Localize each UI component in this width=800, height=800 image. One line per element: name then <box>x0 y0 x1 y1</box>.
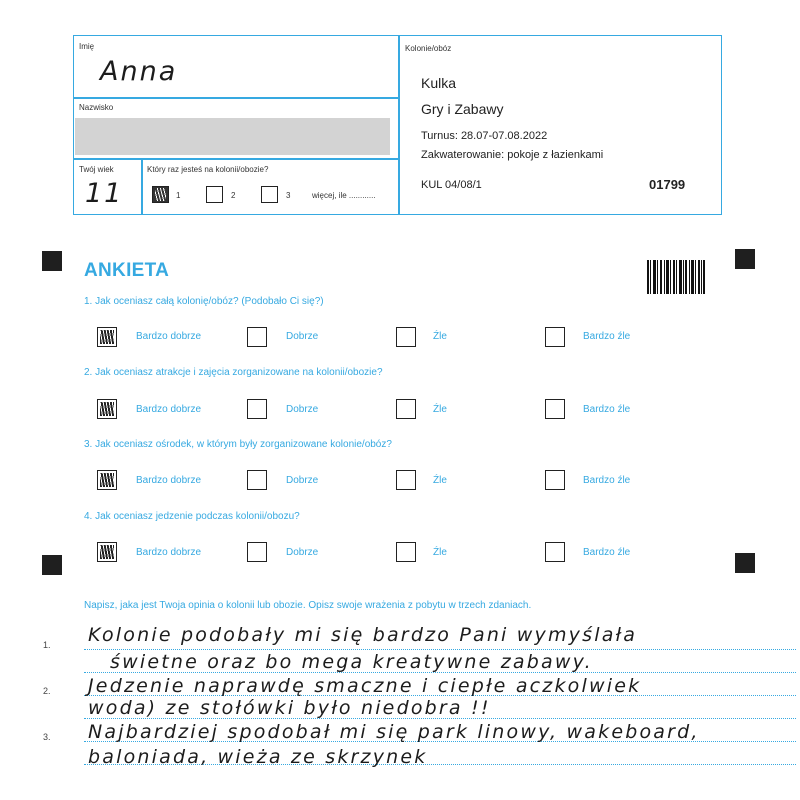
q2-option-very-bad-checkbox[interactable] <box>545 399 565 419</box>
q1-option-good-checkbox[interactable] <box>247 327 267 347</box>
accommodation: Zakwaterowanie: pokoje z łazienkami <box>421 149 604 161</box>
q1-option-very-good-checkbox[interactable] <box>97 327 117 347</box>
q1-option-bad-checkbox[interactable] <box>396 327 416 347</box>
q4-option-good-label: Dobrze <box>286 547 319 558</box>
question-3: 3. Jak oceniasz ośrodek, w którym były zorganizowane kolonie/obóz? <box>84 439 392 450</box>
sentence-number-1: 1. <box>43 640 51 650</box>
q1-option-good-label: Dobrze <box>286 331 319 342</box>
registration-marker <box>42 251 62 271</box>
q3-option-bad-checkbox[interactable] <box>396 470 416 490</box>
name-label: Imię <box>79 42 95 51</box>
header-divider-surname <box>73 158 399 160</box>
handwritten-line-6: baloniada, wieża ze skrzynek <box>88 746 428 768</box>
handwritten-line-3: Jedzenie naprawdę smaczne i ciepłe aczkolwiek <box>88 675 642 697</box>
question-1: 1. Jak oceniasz całą kolonię/obóz? (Podobało Ci się?) <box>84 296 324 307</box>
handwritten-line-5: Najbardziej spodobał mi się park linowy, wakeboard, <box>88 721 700 743</box>
q4-option-very-good-label: Bardzo dobrze <box>136 547 202 558</box>
q2-option-very-good-label: Bardzo dobrze <box>136 404 202 415</box>
camp-label: Kolonie/obóz <box>405 44 452 53</box>
q4-option-very-bad-label: Bardzo źle <box>583 547 631 558</box>
camp-program: Gry i Zabawy <box>421 101 504 117</box>
turnus: Turnus: 28.07-07.08.2022 <box>421 130 548 142</box>
handwritten-line-4: woda) ze stołówki było niedobra !! <box>88 697 491 719</box>
q4-option-good-checkbox[interactable] <box>247 542 267 562</box>
handwritten-line-1: Kolonie podobały mi się bardzo Pani wymyślała <box>88 624 638 646</box>
q2-option-very-good-checkbox[interactable] <box>97 399 117 419</box>
q2-option-bad-label: Źle <box>433 404 447 415</box>
q2-option-very-bad-label: Bardzo źle <box>583 404 631 415</box>
opinion-prompt: Napisz, jaka jest Twoja opinia o kolonii lub obozie. Opisz swoje wrażenia z pobytu w trzech zdaniach. <box>84 600 532 611</box>
header-divider-vertical <box>398 35 400 215</box>
times-more: więcej, ile ............ <box>312 191 376 200</box>
question-2: 2. Jak oceniasz atrakcje i zajęcia zorganizowane na kolonii/obozie? <box>84 367 383 378</box>
q2-option-good-checkbox[interactable] <box>247 399 267 419</box>
registration-marker <box>735 249 755 269</box>
times-checkbox-2[interactable] <box>206 186 223 203</box>
q2-option-good-label: Dobrze <box>286 404 319 415</box>
times-checkbox-3[interactable] <box>261 186 278 203</box>
sentence-number-3: 3. <box>43 732 51 742</box>
question-4: 4. Jak oceniasz jedzenie podczas kolonii/obozu? <box>84 511 300 522</box>
camp-code: KUL 04/08/1 <box>421 179 482 191</box>
form-number: 01799 <box>649 177 686 192</box>
q3-option-good-label: Dobrze <box>286 475 319 486</box>
times-option-1: 1 <box>176 191 181 200</box>
q1-option-very-bad-checkbox[interactable] <box>545 327 565 347</box>
q1-option-very-bad-label: Bardzo źle <box>583 331 631 342</box>
q3-option-very-bad-label: Bardzo źle <box>583 475 631 486</box>
barcode <box>647 260 705 294</box>
q3-option-good-checkbox[interactable] <box>247 470 267 490</box>
header-divider-age <box>141 158 143 215</box>
times-label: Który raz jesteś na kolonii/obozie? <box>147 165 269 174</box>
sentence-number-2: 2. <box>43 686 51 696</box>
times-option-2: 2 <box>231 191 236 200</box>
age-handwritten: 11 <box>85 178 124 209</box>
writing-line <box>84 649 796 650</box>
times-option-3: 3 <box>286 191 291 200</box>
name-handwritten: Anna <box>100 56 178 87</box>
q2-option-bad-checkbox[interactable] <box>396 399 416 419</box>
age-label: Twój wiek <box>79 165 114 174</box>
q1-option-very-good-label: Bardzo dobrze <box>136 331 202 342</box>
q4-option-bad-label: Źle <box>433 547 447 558</box>
handwritten-line-2: świetne oraz bo mega kreatywne zabawy. <box>110 651 593 673</box>
q1-option-bad-label: Źle <box>433 331 447 342</box>
q3-option-bad-label: Źle <box>433 475 447 486</box>
q3-option-very-good-checkbox[interactable] <box>97 470 117 490</box>
q3-option-very-good-label: Bardzo dobrze <box>136 475 202 486</box>
q4-option-very-bad-checkbox[interactable] <box>545 542 565 562</box>
header-divider-name <box>73 97 399 99</box>
q4-option-bad-checkbox[interactable] <box>396 542 416 562</box>
q4-option-very-good-checkbox[interactable] <box>97 542 117 562</box>
camp-name: Kulka <box>421 75 457 91</box>
q3-option-very-bad-checkbox[interactable] <box>545 470 565 490</box>
surname-label: Nazwisko <box>79 103 114 112</box>
times-checkbox-1[interactable] <box>152 186 169 203</box>
surname-redacted <box>75 118 390 155</box>
survey-title: ANKIETA <box>84 260 170 281</box>
registration-marker <box>42 555 62 575</box>
registration-marker <box>735 553 755 573</box>
